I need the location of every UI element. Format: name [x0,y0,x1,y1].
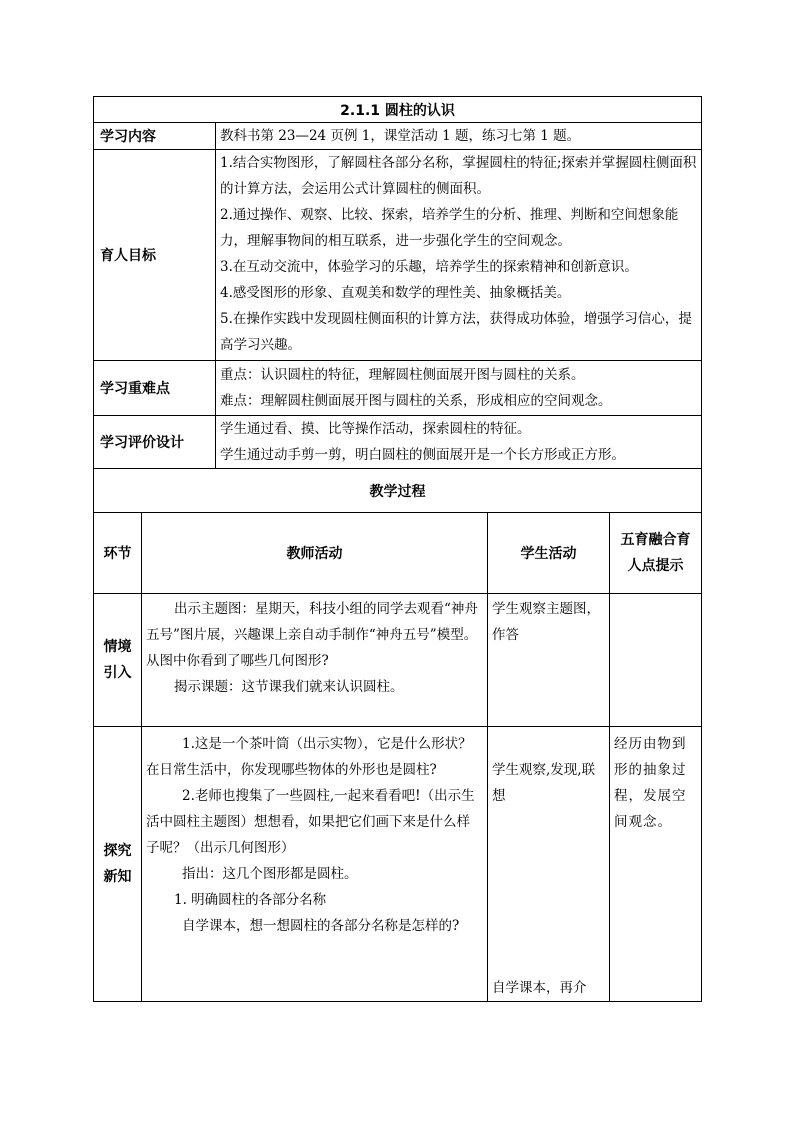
goals-label: 育人目标 [94,150,216,361]
evaluation-label: 学习评价设计 [94,416,216,469]
process-title: 教学过程 [94,469,702,513]
goals-list [216,150,702,361]
teacher-paragraph: 自学课本，想一想圆柱的各部分名称是怎样的? [182,918,460,934]
student-text: 学生观察,发现,联想 [492,762,596,804]
key-difficulty: 难点：理解圆柱侧面展开图与圆柱的关系，形成相应的空间观念。 [220,393,612,409]
col-five-header: 五育融合育人点提示 [610,513,702,594]
lesson-plan-table [93,96,702,1002]
intro-five-hint [610,594,702,727]
lesson-plan-page [93,96,701,1002]
col-stage-header: 环节 [94,513,142,594]
stage-explore: 探究新知 [94,727,142,1002]
evaluation-line: 学生通过动手剪一剪，明白圆柱的侧面展开是一个长方形或正方形。 [220,447,625,463]
goal-item: 4.感受图形的形象、直观美和数学的理性美、抽象概括美。 [220,285,571,301]
explore-student-activity [488,727,610,1002]
goal-item: 3.在互动交流中，体验学习的乐趣，培养学生的探索精神和创新意识。 [220,259,638,275]
intro-teacher-activity [142,594,488,727]
teacher-paragraph: 指出：这几个图形都是圆柱。 [182,866,358,882]
goal-item: 5.在操作实践中发现圆柱侧面积的计算方法，获得成功体验，增强学习信心，提高学习兴趣。 [220,311,692,353]
teacher-heading: 1. 明确圆柱的各部分名称 [174,892,327,908]
study-content-text: 教科书第 23—24 页例 1，课堂活动 1 题，练习七第 1 题。 [216,123,702,150]
teacher-paragraph: 1.这是一个茶叶筒（出示实物），它是什么形状？在日常生活中，你发现哪些物体的外形也是圆柱? [146,736,472,778]
key-points-label: 学习重难点 [94,361,216,416]
key-points-text [216,361,702,416]
evaluation-text [216,416,702,469]
stage-intro: 情境引入 [94,594,142,727]
key-focus: 重点：认识圆柱的特征，理解圆柱侧面展开图与圆柱的关系。 [220,367,585,383]
goal-item: 2.通过操作、观察、比较、探索，培养学生的分析、推理、判断和空间想象能力，理解事物间的相互联系，进一步强化学生的空间观念。 [220,207,679,249]
study-content-label: 学习内容 [94,123,216,150]
intro-student-activity: 学生观察主题图，作答 [488,594,610,727]
teacher-paragraph: 出示主题图：星期天，科技小组的同学去观看“神舟五号”图片展，兴趣课上亲自动手制作“神舟五号”模型。从图中你看到了哪些几何图形? [146,601,478,669]
col-student-header: 学生活动 [488,513,610,594]
teacher-paragraph: 2.老师也搜集了一些圆柱,一起来看看吧!（出示生活中圆柱主题图）想想看，如果把它们画下来是什么样子呢？（出示几何图形） [146,788,475,856]
student-text-continued: 自学课本，再介 [492,980,587,996]
evaluation-line: 学生通过看、摸、比等操作活动，探索圆柱的特征。 [220,421,531,437]
goal-item: 1.结合实物图形，了解圆柱各部分名称，掌握圆柱的特征;探索并掌握圆柱侧面积的计算方法，会运用公式计算圆柱的侧面积。 [220,155,697,197]
explore-teacher-activity [142,727,488,1002]
lesson-title: 2.1.1 圆柱的认识 [94,97,702,123]
explore-five-hint: 经历由物到形的抽象过程，发展空间观念。 [610,727,702,1002]
col-teacher-header: 教师活动 [142,513,488,594]
teacher-paragraph: 揭示课题：这节课我们就来认识圆柱。 [174,679,404,695]
